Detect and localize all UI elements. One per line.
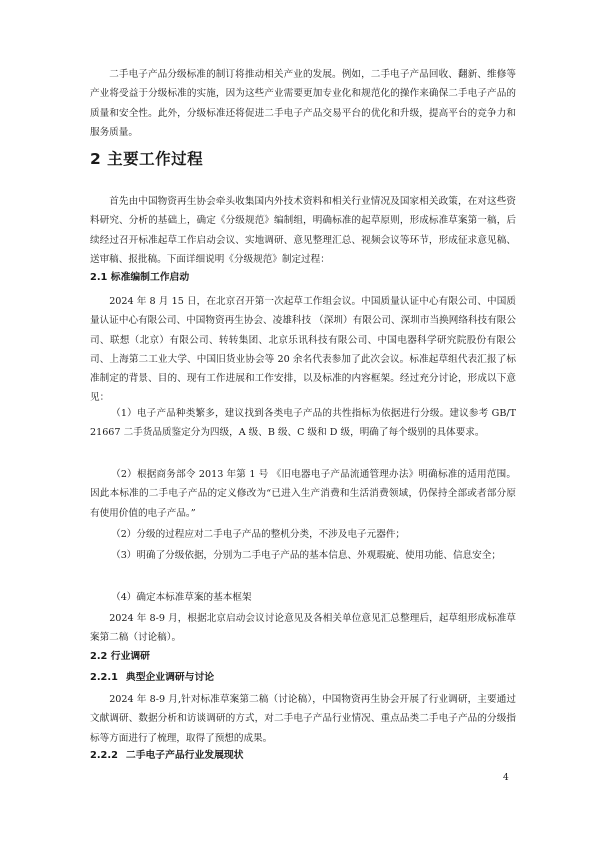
page-number: 4	[503, 773, 509, 783]
paragraph-kickoff-meeting: 2024 年 8 月 15 日，在北京召开第一次起草工作组会议。中国质量认证中心有限公司、中国质量认证中心有限公司、中国物资再生协会、凌雄科技 （深圳）有限公司、深圳市当换网络科技有限公司、联想（北京）有限公司、转转集团、北京乐讯科技有限公司、中国电器科学研究院股份有限公司、上海第二工业大学、中国旧货业协会等 20 余名代表参加了此次会议。标准起草组代表汇报了标准制定的背景、目的、现有工作进展和工作安排，以及标准的内容框架。经过充分讨论，形成以下意见：	[90, 296, 516, 404]
heading-number: 2.2.2	[90, 750, 118, 761]
section-heading-main-work-process: 2 主要工作过程	[90, 150, 204, 168]
subsubsection-heading-2-2-2	[90, 749, 243, 763]
list-item-opinion-1: （1）电子产品种类繁多，建议找到各类电子产品的共性指标为依据进行分级。建议参考 GB/T 21667 二手货品质鉴定分为四级，A 级、B 级、C 级和 D 级，明确了每个级别的具体要求。	[90, 408, 516, 439]
subsubsection-heading-2-2-1	[90, 671, 214, 685]
subsection-heading-2-2: 2.2 行业调研	[90, 651, 150, 662]
heading-number: 2.2.1	[90, 672, 118, 683]
subsection-heading-2-1: 2.1 标准编制工作启动	[90, 272, 190, 283]
list-item-opinion-2: （2）根据商务部令 2013 年第 1 号 《旧电器电子产品流通管理办法》明确标准的适用范围。因此本标准的二手电子产品的定义修改为“已进入生产消费和生活消费领域，仍保持全部或者部分原有使用价值的电子产品。”	[90, 469, 516, 519]
paragraph-process-overview: 首先由中国物资再生协会牵头收集国内外技术资料和相关行业情况及国家相关政策，在对这些资料研究、分析的基础上，确定《分级规范》编制组，明确标准的起草原则，形成标准草案第一稿，后续经过召开标准起草工作启动会议、实地调研、意见整理汇总、视频会议等环节，形成征求意见稿、送审稿、报批稿。下面详细说明《分级规范》制定过程：	[90, 196, 516, 265]
heading-title: 典型企业调研与讨论	[125, 672, 215, 683]
list-item-opinion-3: （2）分级的过程应对二手电子产品的整机分类，不涉及电子元器件；	[111, 529, 406, 540]
list-item-opinion-5: （4）确定本标准草案的基本框架	[111, 592, 252, 603]
paragraph-industry-impact: 二手电子产品分级标准的制订将推动相关产业的发展。例如，二手电子产品回收、翻新、维修等产业将受益于分级标准的实施，因为这些产业需要更加专业化和规范化的操作来确保二手电子产品的质量和安全性。此外，分级标准还将促进二手电子产品交易平台的优化和升级，提高平台的竞争力和服务质量。	[90, 69, 516, 138]
heading-title: 二手电子产品行业发展现状	[125, 750, 244, 761]
paragraph-draft-2: 2024 年 8-9 月，根据北京启动会议讨论意见及各相关单位意见汇总整理后，起草组形成标准草案第二稿（讨论稿）。	[90, 613, 516, 644]
paragraph-industry-research: 2024 年 8-9 月,针对标准草案第二稿（讨论稿），中国物资再生协会开展了行业调研，主要通过文献调研、数据分析和访谈调研的方式，对二手电子产品行业情况、重点品类二手电子产品的分级指标等方面进行了梳理，取得了预想的成果。	[90, 694, 516, 744]
list-item-opinion-4: （3）明确了分级依据，分别为二手电子产品的基本信息、外观瑕疵、使用功能、信息安全；	[111, 550, 501, 561]
